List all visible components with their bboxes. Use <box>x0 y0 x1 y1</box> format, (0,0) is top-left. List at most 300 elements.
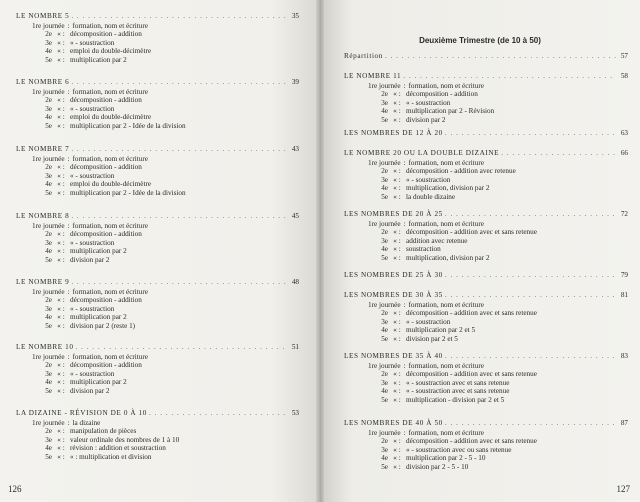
lesson-separator: « : <box>57 96 65 105</box>
lesson-row <box>16 22 299 30</box>
toc-section <box>344 352 628 404</box>
lesson-day: 4e <box>381 184 388 193</box>
lesson-row <box>344 90 628 98</box>
lesson-text: formation, nom et écriture <box>72 155 148 163</box>
lesson-day: 1re journée <box>368 220 401 228</box>
dot-leader <box>445 352 616 361</box>
lesson-day: 3e <box>381 98 388 107</box>
lesson-text: décomposition - addition <box>70 163 142 172</box>
lesson-row <box>344 301 628 309</box>
lesson-separator: : <box>403 362 406 370</box>
toc-section <box>16 409 299 461</box>
lesson-list <box>16 22 299 64</box>
lesson-text: emploi du double-décimètre <box>70 180 152 189</box>
toc-section-heading <box>16 145 299 154</box>
lesson-day: 1re journée <box>32 288 65 296</box>
toc-section <box>344 291 628 343</box>
lesson-day: 2e <box>45 163 52 172</box>
lesson-row <box>16 172 299 180</box>
section-title: Répartition <box>344 52 383 60</box>
section-page-number: 53 <box>291 409 299 417</box>
dot-leader <box>385 52 616 61</box>
lesson-day: 2e <box>45 96 52 105</box>
toc-section <box>16 145 299 197</box>
lesson-text: multiplication par 2 <box>70 313 127 322</box>
lesson-separator: « : <box>57 378 65 387</box>
section-title: LES NOMBRES DE 12 À 20 <box>344 129 443 137</box>
lesson-text: soustraction <box>406 245 441 254</box>
lesson-text: « - soustraction avec ou sans retenue <box>406 445 512 454</box>
lesson-day: 4e <box>381 245 388 254</box>
lesson-text: la double dizaine <box>406 192 456 201</box>
lesson-separator: « : <box>57 38 65 47</box>
lesson-day: 3e <box>45 104 52 113</box>
lesson-separator: « : <box>57 444 65 453</box>
dot-leader <box>71 12 287 21</box>
lesson-row <box>16 56 299 64</box>
lesson-separator: « : <box>57 180 65 189</box>
lesson-row <box>344 245 628 253</box>
section-title: LA DIZAINE - RÉVISION DE 0 À 10 <box>16 409 147 417</box>
lesson-list <box>344 82 628 124</box>
lesson-row <box>344 463 628 471</box>
lesson-day: 1re journée <box>368 159 401 167</box>
lesson-row <box>16 378 299 386</box>
lesson-separator: « : <box>393 115 401 124</box>
lesson-list <box>16 88 299 130</box>
lesson-list <box>16 353 299 395</box>
section-title: LE NOMBRE 9 <box>16 278 70 286</box>
lesson-separator: « : <box>57 361 65 370</box>
lesson-separator: « : <box>57 113 65 122</box>
dot-leader <box>71 278 287 287</box>
lesson-separator: « : <box>393 98 401 107</box>
section-page-number: 39 <box>291 78 299 86</box>
lesson-separator: « : <box>393 253 401 262</box>
lesson-separator: « : <box>393 245 401 254</box>
lesson-day: 4e <box>381 454 388 463</box>
section-page-number: 83 <box>620 352 628 360</box>
section-title: LE NOMBRE 6 <box>16 78 70 86</box>
lesson-text: décomposition - addition <box>406 90 478 99</box>
dot-leader <box>71 78 287 87</box>
lesson-row <box>16 105 299 113</box>
toc-section-heading <box>344 352 628 361</box>
lesson-day: 1re journée <box>32 419 65 427</box>
lesson-list <box>344 429 628 471</box>
lesson-list <box>344 301 628 343</box>
lesson-row <box>16 288 299 296</box>
left-page-number: 126 <box>8 484 22 494</box>
lesson-list <box>16 419 299 461</box>
dot-leader <box>403 72 616 81</box>
toc-section <box>16 343 299 395</box>
lesson-text: décomposition - addition avec retenue <box>406 167 516 176</box>
lesson-text: formation, nom et écriture <box>408 159 484 167</box>
lesson-row <box>344 437 628 445</box>
lesson-text: « - soustraction <box>406 317 451 326</box>
lesson-text: décomposition - addition <box>70 361 142 370</box>
lesson-separator: « : <box>393 445 401 454</box>
lesson-text: formation, nom et écriture <box>408 429 484 437</box>
toc-section-heading <box>344 149 628 158</box>
lesson-text: « - soustraction avec et sans retenue <box>406 387 510 396</box>
lesson-row <box>16 155 299 163</box>
lesson-text: décomposition - addition <box>70 96 142 105</box>
dot-leader <box>445 271 616 280</box>
lesson-day: 2e <box>45 427 52 436</box>
section-page-number: 48 <box>291 278 299 286</box>
section-title: LES NOMBRES DE 20 À 25 <box>344 210 443 218</box>
lesson-day: 1re journée <box>32 22 65 30</box>
section-title: LE NOMBRE 20 OU LA DOUBLE DIZAINE <box>344 149 500 157</box>
lesson-row <box>344 107 628 115</box>
lesson-separator: « : <box>57 369 65 378</box>
lesson-row <box>16 353 299 361</box>
lesson-separator: : <box>67 419 70 427</box>
lesson-day: 3e <box>381 175 388 184</box>
lesson-separator: « : <box>57 313 65 322</box>
lesson-separator: « : <box>57 296 65 305</box>
lesson-text: décomposition - addition avec et sans retenue <box>406 228 537 237</box>
lesson-list <box>16 155 299 197</box>
lesson-text: décomposition - addition <box>70 30 142 39</box>
lesson-row <box>16 322 299 330</box>
lesson-text: multiplication par 2 - Idée de la division <box>70 121 186 130</box>
lesson-row <box>16 419 299 427</box>
lesson-separator: « : <box>57 386 65 395</box>
lesson-day: 5e <box>381 192 388 201</box>
lesson-day: 5e <box>381 334 388 343</box>
lesson-separator: « : <box>393 228 401 237</box>
lesson-separator: « : <box>57 163 65 172</box>
toc-section-heading <box>344 419 628 428</box>
lesson-separator: « : <box>393 387 401 396</box>
lesson-separator: « : <box>57 255 65 264</box>
dot-leader <box>445 291 616 300</box>
trimester-heading: Deuxième Trimestre (de 10 à 50) <box>419 36 541 45</box>
lesson-row <box>16 436 299 444</box>
lesson-day: 4e <box>45 313 52 322</box>
book-gutter <box>316 0 324 502</box>
lesson-day: 1re journée <box>32 353 65 361</box>
lesson-separator: « : <box>57 188 65 197</box>
lesson-row <box>16 256 299 264</box>
lesson-day: 1re journée <box>368 82 401 90</box>
section-page-number: 81 <box>620 291 628 299</box>
lesson-text: décomposition - addition avec et sans retenue <box>406 370 537 379</box>
lesson-separator: « : <box>57 321 65 330</box>
dot-leader <box>71 145 287 154</box>
lesson-row <box>344 309 628 317</box>
toc-section <box>344 52 628 61</box>
lesson-text: multiplication par 2 <box>70 55 127 64</box>
lesson-day: 2e <box>45 30 52 39</box>
lesson-text: formation, nom et écriture <box>72 222 148 230</box>
lesson-row <box>16 180 299 188</box>
lesson-text: « - soustraction <box>70 369 115 378</box>
lesson-text: emploi du double-décimètre <box>70 113 152 122</box>
lesson-separator: « : <box>393 378 401 387</box>
lesson-separator: « : <box>393 184 401 193</box>
lesson-day: 4e <box>381 387 388 396</box>
lesson-separator: « : <box>57 427 65 436</box>
lesson-row <box>344 99 628 107</box>
lesson-day: 5e <box>45 386 52 395</box>
lesson-text: « : multiplication et division <box>70 452 152 461</box>
lesson-day: 4e <box>45 247 52 256</box>
lesson-separator: « : <box>57 247 65 256</box>
lesson-separator: : <box>67 288 70 296</box>
lesson-text: « - soustraction <box>70 104 115 113</box>
lesson-separator: « : <box>393 454 401 463</box>
lesson-row <box>344 370 628 378</box>
section-page-number: 87 <box>620 419 628 427</box>
lesson-separator: : <box>67 22 70 30</box>
lesson-day: 4e <box>45 378 52 387</box>
right-page-number: 127 <box>616 484 630 494</box>
lesson-day: 5e <box>45 121 52 130</box>
dot-leader <box>149 409 287 418</box>
lesson-text: multiplication par 2 - 5 - 10 <box>406 454 486 463</box>
lesson-text: formation, nom et écriture <box>72 22 148 30</box>
toc-section-heading <box>16 78 299 87</box>
lesson-day: 3e <box>45 435 52 444</box>
lesson-row <box>344 387 628 395</box>
section-page-number: 43 <box>291 145 299 153</box>
lesson-row <box>344 237 628 245</box>
lesson-separator: : <box>67 88 70 96</box>
dot-leader <box>501 149 616 158</box>
lesson-row <box>16 387 299 395</box>
lesson-separator: « : <box>393 107 401 116</box>
lesson-text: multiplication par 2 - Révision <box>406 107 495 116</box>
lesson-separator: « : <box>57 104 65 113</box>
lesson-row <box>16 239 299 247</box>
lesson-list <box>344 362 628 404</box>
toc-section <box>344 149 628 201</box>
lesson-row <box>344 167 628 175</box>
section-title: LE NOMBRE 7 <box>16 145 70 153</box>
lesson-row <box>16 189 299 197</box>
lesson-row <box>344 254 628 262</box>
toc-section <box>16 78 299 130</box>
lesson-day: 5e <box>45 321 52 330</box>
lesson-day: 4e <box>45 47 52 56</box>
toc-section-heading <box>344 271 628 280</box>
lesson-text: emploi du double-décimètre <box>70 47 152 56</box>
lesson-text: décomposition - addition avec et sans retenue <box>406 309 537 318</box>
lesson-text: multiplication - division par 2 et 5 <box>406 395 505 404</box>
lesson-text: multiplication par 2 et 5 <box>406 326 476 335</box>
lesson-day: 1re journée <box>32 88 65 96</box>
section-page-number: 45 <box>291 212 299 220</box>
lesson-list <box>344 220 628 262</box>
lesson-row <box>16 163 299 171</box>
lesson-day: 2e <box>381 437 388 446</box>
lesson-day: 2e <box>381 309 388 318</box>
toc-section <box>344 210 628 262</box>
lesson-row <box>16 444 299 452</box>
lesson-row <box>344 228 628 236</box>
lesson-row <box>344 429 628 437</box>
lesson-separator: : <box>403 159 406 167</box>
lesson-row <box>16 96 299 104</box>
lesson-row <box>344 446 628 454</box>
lesson-separator: « : <box>57 304 65 313</box>
lesson-row <box>344 159 628 167</box>
lesson-separator: « : <box>57 452 65 461</box>
lesson-row <box>16 222 299 230</box>
lesson-separator: « : <box>57 47 65 56</box>
toc-section <box>344 271 628 280</box>
lesson-text: manipulation de pièces <box>70 427 137 436</box>
toc-section-heading <box>344 210 628 219</box>
lesson-row <box>344 454 628 462</box>
lesson-row <box>16 313 299 321</box>
lesson-row <box>16 305 299 313</box>
lesson-list <box>344 159 628 201</box>
lesson-separator: « : <box>393 175 401 184</box>
lesson-separator: « : <box>393 317 401 326</box>
lesson-separator: : <box>403 429 406 437</box>
lesson-text: division par 2 - 5 - 10 <box>406 462 469 471</box>
lesson-text: valeur ordinale des nombres de 1 à 10 <box>70 435 180 444</box>
lesson-text: révision : addition et soustraction <box>70 444 166 453</box>
section-page-number: 79 <box>620 271 628 279</box>
toc-section <box>344 129 628 138</box>
lesson-day: 5e <box>381 253 388 262</box>
lesson-day: 4e <box>381 107 388 116</box>
lesson-day: 5e <box>381 115 388 124</box>
lesson-text: « - soustraction <box>406 98 451 107</box>
toc-section-heading <box>16 409 299 418</box>
toc-section <box>16 12 299 64</box>
lesson-row <box>344 116 628 124</box>
toc-section-heading <box>16 12 299 21</box>
lesson-day: 5e <box>381 462 388 471</box>
lesson-separator: « : <box>393 192 401 201</box>
lesson-text: « - soustraction avec et sans retenue <box>406 378 510 387</box>
lesson-day: 2e <box>381 167 388 176</box>
lesson-text: division par 2 et 5 <box>406 334 458 343</box>
section-title: LES NOMBRES DE 25 À 30 <box>344 271 443 279</box>
toc-section-heading <box>344 291 628 300</box>
lesson-row <box>16 296 299 304</box>
lesson-day: 1re journée <box>32 222 65 230</box>
lesson-row <box>16 47 299 55</box>
lesson-day: 2e <box>45 230 52 239</box>
lesson-separator: « : <box>393 334 401 343</box>
lesson-row <box>16 39 299 47</box>
toc-section-heading <box>16 343 299 352</box>
lesson-day: 1re journée <box>32 155 65 163</box>
section-page-number: 58 <box>620 72 628 80</box>
lesson-row <box>344 184 628 192</box>
lesson-text: « - soustraction <box>70 238 115 247</box>
lesson-list <box>16 222 299 264</box>
toc-section <box>16 212 299 264</box>
lesson-text: formation, nom et écriture <box>408 362 484 370</box>
lesson-text: formation, nom et écriture <box>408 301 484 309</box>
lesson-day: 5e <box>45 452 52 461</box>
lesson-separator: « : <box>393 437 401 446</box>
lesson-text: « - soustraction <box>406 175 451 184</box>
lesson-text: division par 2 <box>70 386 110 395</box>
lesson-text: multiplication par 2 <box>70 247 127 256</box>
lesson-row <box>344 318 628 326</box>
lesson-day: 3e <box>381 317 388 326</box>
lesson-separator: « : <box>57 435 65 444</box>
lesson-day: 3e <box>381 445 388 454</box>
lesson-list <box>16 288 299 330</box>
lesson-row <box>16 30 299 38</box>
lesson-text: formation, nom et écriture <box>72 353 148 361</box>
lesson-separator: « : <box>393 90 401 99</box>
lesson-text: décomposition - addition <box>70 296 142 305</box>
lesson-text: division par 2 <box>406 115 446 124</box>
dot-leader <box>76 343 287 352</box>
lesson-text: décomposition - addition <box>70 230 142 239</box>
lesson-day: 1re journée <box>368 301 401 309</box>
lesson-text: formation, nom et écriture <box>72 88 148 96</box>
lesson-text: « - soustraction <box>70 304 115 313</box>
lesson-row <box>16 122 299 130</box>
lesson-row <box>344 176 628 184</box>
lesson-day: 5e <box>45 255 52 264</box>
lesson-day: 3e <box>381 378 388 387</box>
toc-section-heading <box>344 52 628 61</box>
section-title: LES NOMBRES DE 30 À 35 <box>344 291 443 299</box>
lesson-day: 1re journée <box>368 429 401 437</box>
lesson-separator: : <box>67 155 70 163</box>
lesson-day: 4e <box>45 444 52 453</box>
lesson-separator: : <box>403 301 406 309</box>
section-page-number: 51 <box>291 343 299 351</box>
lesson-text: la dizaine <box>72 419 101 427</box>
lesson-separator: « : <box>57 121 65 130</box>
lesson-text: formation, nom et écriture <box>72 288 148 296</box>
lesson-text: multiplication, division par 2 <box>406 184 490 193</box>
lesson-separator: « : <box>57 30 65 39</box>
toc-section <box>344 72 628 124</box>
lesson-separator: : <box>403 220 406 228</box>
lesson-row <box>16 113 299 121</box>
section-page-number: 66 <box>620 149 628 157</box>
section-title: LE NOMBRE 8 <box>16 212 70 220</box>
section-page-number: 63 <box>620 129 628 137</box>
lesson-text: addition avec retenue <box>406 236 468 245</box>
lesson-separator: : <box>67 222 70 230</box>
lesson-separator: « : <box>393 462 401 471</box>
section-title: LE NOMBRE 5 <box>16 12 70 20</box>
lesson-separator: « : <box>57 230 65 239</box>
section-title: LE NOMBRE 10 <box>16 343 74 351</box>
lesson-separator: « : <box>57 238 65 247</box>
toc-section <box>344 419 628 471</box>
lesson-day: 2e <box>45 361 52 370</box>
lesson-row <box>344 326 628 334</box>
lesson-day: 5e <box>381 395 388 404</box>
lesson-row <box>344 362 628 370</box>
toc-section-heading <box>344 72 628 81</box>
lesson-text: décomposition - addition avec et sans retenue <box>406 437 537 446</box>
lesson-separator: « : <box>393 326 401 335</box>
lesson-text: multiplication, division par 2 <box>406 253 490 262</box>
lesson-separator: « : <box>393 236 401 245</box>
dot-leader <box>71 212 287 221</box>
lesson-row <box>16 453 299 461</box>
